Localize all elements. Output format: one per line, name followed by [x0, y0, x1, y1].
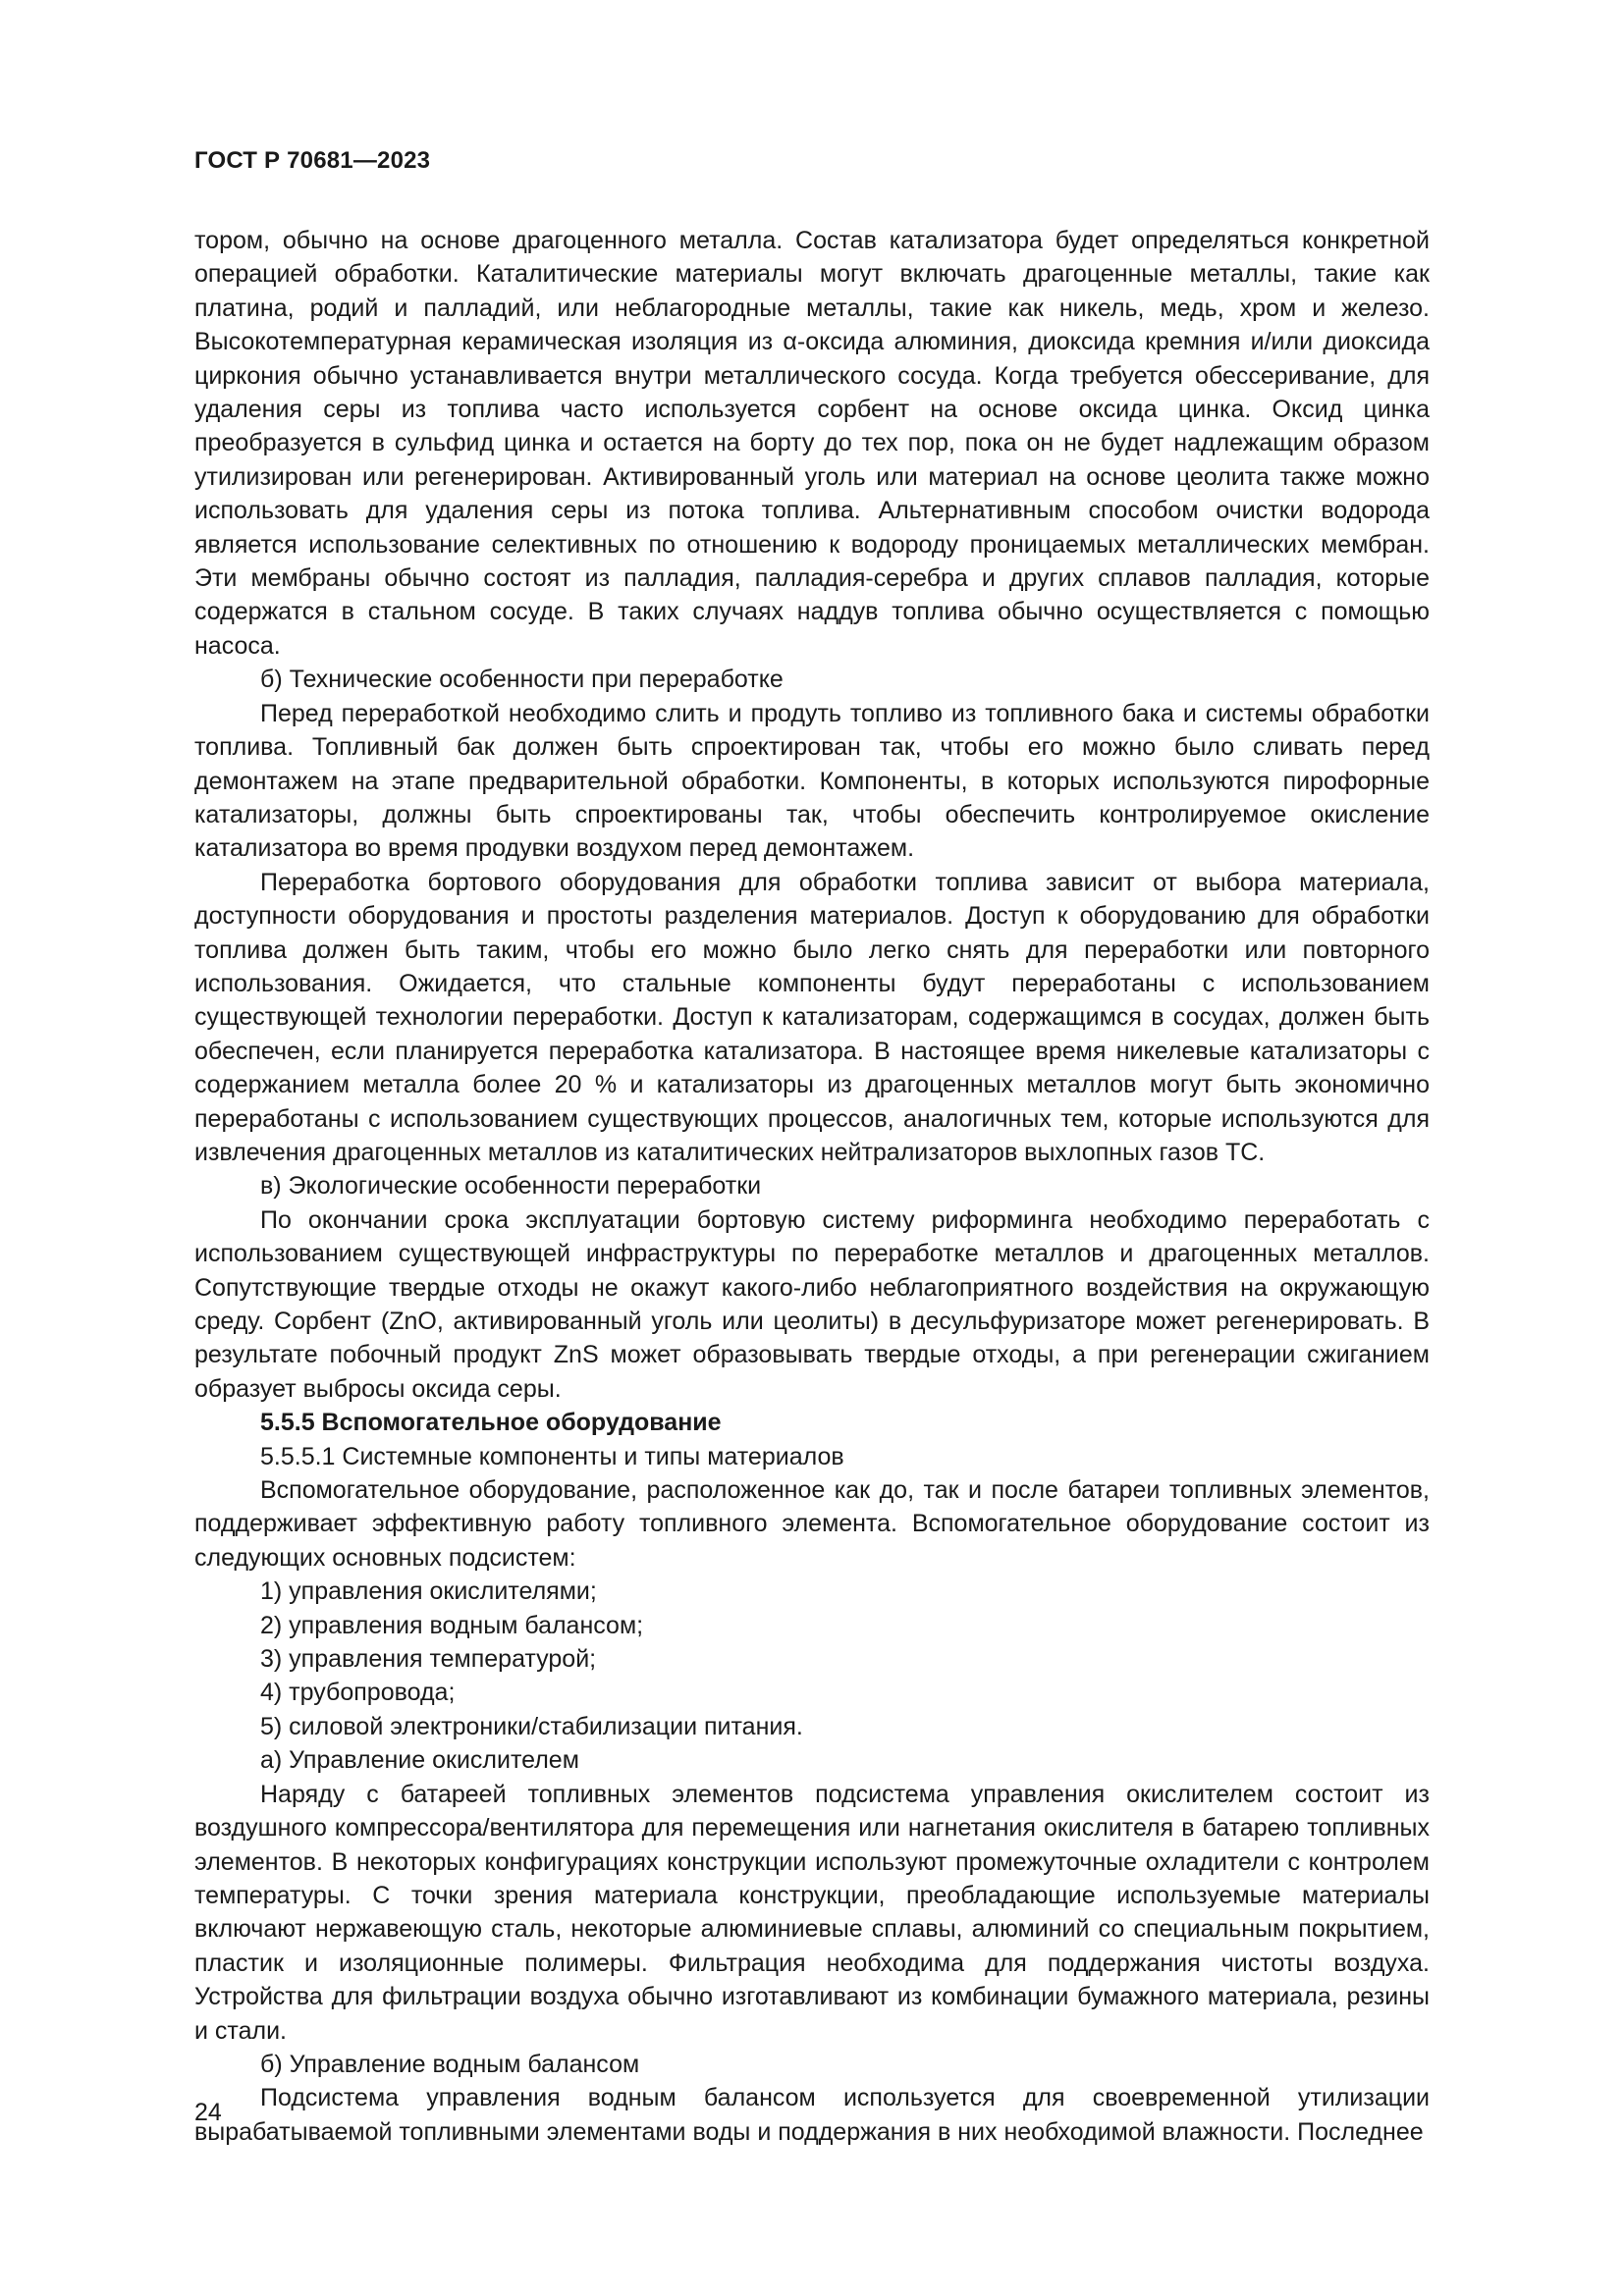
list-item: 2) управления водным балансом;	[260, 1611, 644, 1639]
page-number: 24	[194, 2099, 222, 2126]
list-item: 4) трубопровода;	[260, 1679, 456, 1707]
list-item: 5) силовой электроники/стабилизации питания.	[260, 1712, 803, 1740]
document-header: ГОСТ Р 70681—2023	[194, 147, 431, 174]
paragraph-water-subsystem: Подсистема управления водным балансом используется для своевременной утилизации вырабатываемой топливными элементами воды и поддержания в них необходимой влажности. Последнее	[194, 2084, 1430, 2146]
subsection-heading-components: 5.5.5.1 Системные компоненты и типы материалов	[260, 1442, 844, 1470]
subheading-technical-features: б) Технические особенности при переработке	[260, 666, 784, 694]
paragraph-fuel-draining: Перед переработкой необходимо слить и продуть топливо из топливного бака и системы обработки топлива. Топливный бак должен быть спроектирован так, чтобы его можно было сливать перед демонтажем на этапе предварительной обработки. Компоненты, в которых используются пирофорные катализаторы, должны быть спроектированы так, чтобы обеспечить контролируемое окисление катализатора во время продувки воздухом перед демонтажем.	[194, 699, 1430, 863]
subheading-water-management: б) Управление водным балансом	[260, 2050, 640, 2078]
paragraph-end-of-life: По окончании срока эксплуатации бортовую систему риформинга необходимо переработать с использованием существующей инфраструктуры по переработке металлов и драгоценных металлов. Сопутствующие твердые отходы не окажут какого-либо неблагоприятного воздействия на окружающую среду. Сорбент (ZnO, активированный уголь или цеолиты) в десульфуризаторе может регенерировать. В результате побочный продукт ZnS может образовывать твердые отходы, а при регенерации сжиганием образует выбросы оксида серы.	[194, 1205, 1430, 1403]
subheading-ecological-features: в) Экологические особенности переработки	[260, 1172, 762, 1201]
subheading-oxidizer-management: а) Управление окислителем	[260, 1746, 579, 1775]
paragraph-recycling-equipment: Переработка бортового оборудования для обработки топлива зависит от выбора материала, доступности оборудования и простоты разделения материалов. Доступ к оборудованию для обработки топлива должен быть таким, чтобы его можно было легко снять для переработки или повторного использования. Ожидается, что стальные компоненты будут переработаны с использованием существующей технологии переработки. Доступ к катализаторам, содержащимся в сосудах, должен быть обеспечен, если планируется переработка катализатора. В настоящее время никелевые катализаторы с содержанием металла более 20 % и катализаторы из драгоценных металлов могут быть экономично переработаны с использованием существующих процессов, аналогичных тем, которые используются для извлечения драгоценных металлов из каталитических нейтрализаторов выхлопных газов ТС.	[194, 868, 1430, 1166]
paragraph-auxiliary-intro: Вспомогательное оборудование, расположенное как до, так и после батареи топливных элементов, поддерживает эффективную работу топливного элемента. Вспомогательное оборудование состоит из следующих основных подсистем:	[194, 1476, 1430, 1572]
paragraph-catalyst-materials: тором, обычно на основе драгоценного металла. Состав катализатора будет определяться конкретной операцией обработки. Каталитические материалы могут включать драгоценные металлы, такие как платина, родий и палладий, или неблагородные металлы, такие как никель, медь, хром и железо. Высокотемпературная керамическая изоляция из α-оксида алюминия, диоксида кремния и/или диоксида циркония обычно устанавливается внутри металлического сосуда. Когда требуется обессеривание, для удаления серы из топлива часто используется сорбент на основе оксида цинка. Оксид цинка преобразуется в сульфид цинка и остается на борту до тех пор, пока он не будет надлежащим образом утилизирован или регенерирован. Активированный уголь или материал на основе цеолита также можно использовать для удаления серы из потока топлива. Альтернативным способом очистки водорода является использование селективных по отношению к водороду проницаемых металлических мембран. Эти мембраны обычно состоят из палладия, палладия-серебра и других сплавов палладия, которые содержатся в стальном сосуде. В таких случаях наддув топлива обычно осуществляется с помощью насоса.	[194, 227, 1430, 660]
list-item: 3) управления температурой;	[260, 1645, 597, 1674]
document-body	[194, 224, 1430, 2149]
paragraph-oxidizer-subsystem: Наряду с батареей топливных элементов подсистема управления окислителем состоит из воздушного компрессора/вентилятора для перемещения или нагнетания окислителя в батарею топливных элементов. В некоторых конфигурациях конструкции используют промежуточные охладители с контролем температуры. С точки зрения материала конструкции, преобладающие используемые материалы включают нержавеющую сталь, некоторые алюминиевые сплавы, алюминий со специальным покрытием, пластик и изоляционные полимеры. Фильтрация необходима для поддержания чистоты воздуха. Устройства для фильтрации воздуха обычно изготавливают из комбинации бумажного материала, резины и стали.	[194, 1780, 1430, 2045]
list-item: 1) управления окислителями;	[260, 1577, 597, 1606]
section-heading-auxiliary-equipment: 5.5.5 Вспомогательное оборудование	[260, 1409, 722, 1437]
